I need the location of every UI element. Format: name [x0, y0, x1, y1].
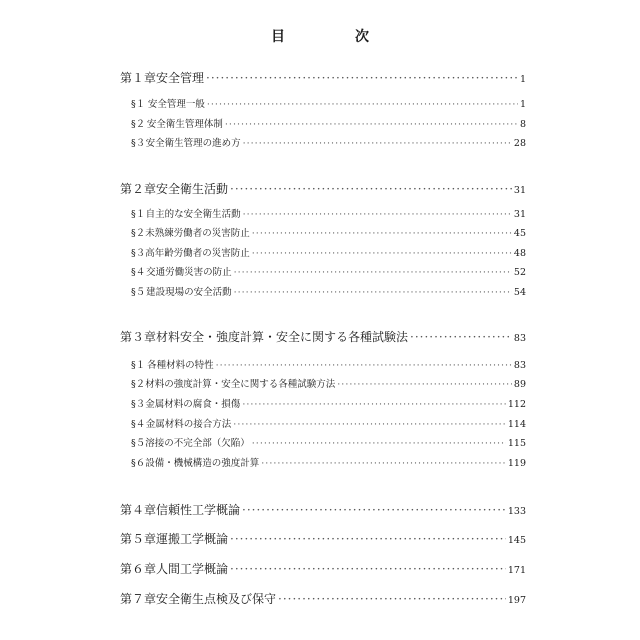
dot-leader	[337, 379, 512, 390]
toc-section[interactable]	[131, 206, 526, 220]
section-page: 89	[513, 379, 526, 390]
section-title: 安全管理一般	[147, 99, 205, 110]
toc-section[interactable]	[131, 357, 526, 371]
section-number: §３	[131, 138, 146, 149]
section-number: §１	[131, 99, 146, 110]
toc-section[interactable]	[131, 396, 526, 410]
section-page: 83	[513, 360, 526, 371]
section-title: 交通労働災害の防止	[146, 267, 232, 278]
section-title: 未熟練労働者の災害防止	[145, 228, 250, 239]
chapter-title: 人間工学概論	[156, 562, 229, 576]
chapter-number: 第７章	[120, 592, 157, 606]
dot-leader	[225, 119, 518, 130]
section-page: 1	[519, 99, 526, 110]
section-number: §３	[131, 399, 146, 410]
toc-chapter-7[interactable]	[120, 590, 526, 607]
dot-leader	[230, 182, 512, 196]
toc-section[interactable]	[131, 135, 526, 149]
dot-leader	[206, 71, 518, 85]
chapter-title: 安全衛生活動	[156, 182, 229, 196]
toc-section[interactable]	[131, 264, 526, 278]
section-title: 金属材料の腐食・損傷	[145, 399, 241, 410]
chapter-page: 1	[519, 74, 526, 85]
section-page: 54	[513, 287, 526, 298]
chapter-title: 安全管理	[156, 71, 205, 85]
section-title: 金属材料の接合方法	[145, 419, 232, 430]
dot-leader	[243, 209, 512, 220]
section-title: 自主的な安全衛生活動	[145, 209, 241, 220]
dot-leader	[242, 399, 506, 410]
chapter-page: 83	[513, 333, 526, 344]
section-number: §２	[131, 119, 146, 130]
section-title: 材料の強度計算・安全に関する各種試験方法	[145, 379, 336, 390]
dot-leader	[207, 99, 518, 110]
chapter-page: 197	[507, 595, 526, 606]
section-number: §１	[131, 360, 146, 371]
dot-leader	[252, 438, 506, 449]
toc-chapter-5[interactable]	[120, 530, 526, 547]
chapter-number: 第６章	[120, 562, 157, 576]
section-number: §５	[131, 438, 146, 449]
chapter-title: 信頼性工学概論	[156, 503, 241, 517]
section-number: §１	[131, 209, 146, 220]
chapter-title: 材料安全・強度計算・安全に関する各種試験法	[156, 330, 409, 344]
section-page: 119	[507, 458, 526, 469]
section-page: 45	[513, 228, 526, 239]
dot-leader	[243, 138, 512, 149]
dot-leader	[234, 287, 512, 298]
toc-section[interactable]	[131, 416, 526, 430]
toc-section[interactable]	[131, 455, 526, 469]
section-page: 112	[507, 399, 526, 410]
toc-section[interactable]	[131, 376, 526, 390]
section-number: §４	[131, 419, 146, 430]
section-number: §５	[131, 287, 146, 298]
dot-leader	[230, 532, 506, 546]
section-title: 安全衛生管理の進め方	[145, 138, 241, 149]
toc-section[interactable]	[131, 284, 526, 298]
chapter-page: 171	[507, 565, 526, 576]
section-page: 115	[507, 438, 526, 449]
toc-section[interactable]	[131, 96, 526, 110]
toc-chapter-6[interactable]	[120, 560, 526, 577]
chapter-title: 運搬工学概論	[156, 532, 229, 546]
chapter-page: 31	[513, 185, 526, 196]
section-title: 各種材料の特性	[147, 360, 214, 371]
toc-chapter-4[interactable]	[120, 501, 526, 518]
section-title: 建設現場の安全活動	[146, 287, 232, 298]
dot-leader	[216, 360, 512, 371]
section-title: 設備・機械構造の強度計算	[145, 458, 260, 469]
dot-leader	[261, 458, 506, 469]
section-number: §２	[131, 379, 146, 390]
toc-section[interactable]	[131, 435, 526, 449]
section-page: 52	[513, 267, 526, 278]
section-page: 8	[519, 119, 526, 130]
chapter-number: 第５章	[120, 532, 157, 546]
section-number: §２	[131, 228, 146, 239]
section-page: 28	[513, 138, 526, 149]
chapter-title: 安全衛生点検及び保守	[156, 592, 277, 606]
chapter-number: 第１章	[120, 71, 157, 85]
dot-leader	[233, 419, 506, 430]
dot-leader	[278, 592, 506, 606]
chapter-number: 第４章	[120, 503, 157, 517]
section-number: §３	[131, 248, 146, 259]
toc-chapter-3[interactable]	[120, 328, 526, 345]
page-title: 目 次	[271, 29, 397, 45]
section-page: 114	[507, 419, 526, 430]
chapter-number: 第３章	[120, 330, 157, 344]
dot-leader	[230, 562, 506, 576]
toc-chapter-1[interactable]	[120, 69, 526, 86]
toc-section[interactable]	[131, 225, 526, 239]
section-title: 溶接の不完全部（欠陥）	[145, 438, 250, 449]
section-number: §６	[131, 458, 146, 469]
section-number: §４	[131, 267, 146, 278]
dot-leader	[252, 248, 512, 259]
section-page: 48	[513, 248, 526, 259]
dot-leader	[234, 267, 512, 278]
chapter-page: 145	[507, 535, 526, 546]
toc-section[interactable]	[131, 116, 526, 130]
chapter-number: 第２章	[120, 182, 157, 196]
toc-chapter-2[interactable]	[120, 180, 526, 197]
section-title: 安全衛生管理体制	[146, 119, 223, 130]
toc-section[interactable]	[131, 245, 526, 259]
chapter-page: 133	[507, 506, 526, 517]
dot-leader	[242, 503, 506, 517]
section-title: 高年齢労働者の災害防止	[145, 248, 250, 259]
section-page: 31	[513, 209, 526, 220]
dot-leader	[252, 228, 512, 239]
dot-leader	[410, 330, 512, 344]
